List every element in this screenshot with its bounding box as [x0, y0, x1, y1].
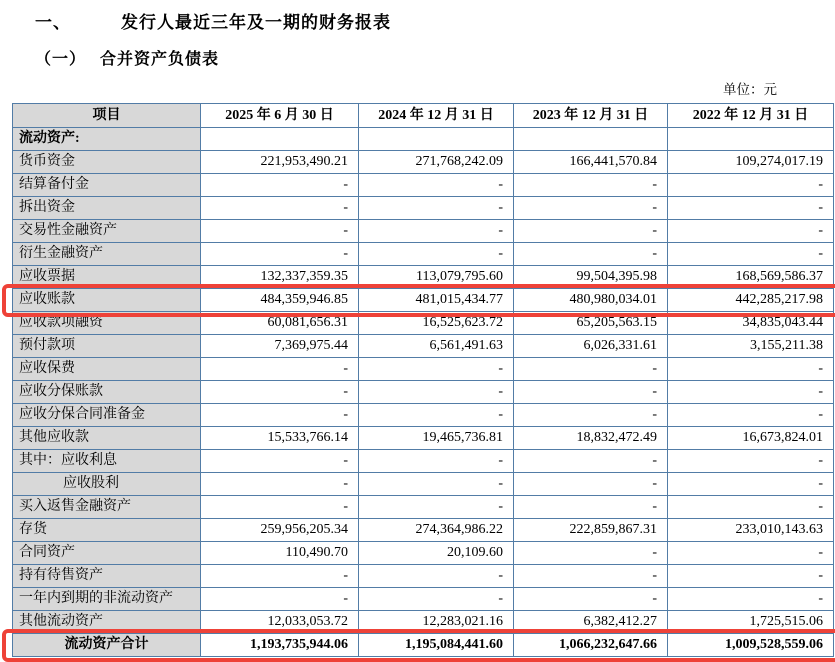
section-heading-text: 发行人最近三年及一期的财务报表	[121, 13, 391, 32]
cell-value: 1,725,515.06	[668, 611, 834, 634]
section-heading	[35, 8, 391, 33]
cell-value: -	[668, 174, 834, 197]
cell-value	[201, 128, 359, 151]
cell-value: 233,010,143.63	[668, 519, 834, 542]
cell-value: -	[359, 220, 514, 243]
cell-value: -	[201, 220, 359, 243]
cell-value: 6,561,491.63	[359, 335, 514, 358]
cell-value: -	[359, 381, 514, 404]
cell-value: 442,285,217.98	[668, 289, 834, 312]
table-row	[13, 220, 834, 243]
cell-value: -	[514, 243, 668, 266]
cell-value: 99,504,395.98	[514, 266, 668, 289]
column-header-item: 项目	[13, 104, 201, 128]
subsection-heading-text: 合并资产负债表	[100, 51, 220, 68]
table-row	[13, 381, 834, 404]
cell-value: 20,109.60	[359, 542, 514, 565]
row-label: 存货	[13, 519, 201, 542]
cell-value: -	[514, 542, 668, 565]
row-label: 结算备付金	[13, 174, 201, 197]
table-row	[13, 519, 834, 542]
row-label: 持有待售资产	[13, 565, 201, 588]
cell-value: 12,283,021.16	[359, 611, 514, 634]
cell-value: -	[359, 197, 514, 220]
cell-value: -	[668, 358, 834, 381]
section-heading-number: 一、	[35, 13, 71, 32]
row-label: 交易性金融资产	[13, 220, 201, 243]
unit-label: 单位：元	[723, 82, 777, 97]
table-row	[13, 312, 834, 335]
cell-value: 271,768,242.09	[359, 151, 514, 174]
table-row	[13, 174, 834, 197]
cell-value: 113,079,795.60	[359, 266, 514, 289]
row-label: 预付款项	[13, 335, 201, 358]
cell-value: -	[514, 565, 668, 588]
row-label: 流动资产合计	[13, 634, 201, 657]
cell-value: 15,533,766.14	[201, 427, 359, 450]
cell-value: 484,359,946.85	[201, 289, 359, 312]
cell-value: 166,441,570.84	[514, 151, 668, 174]
cell-value: 1,066,232,647.66	[514, 634, 668, 657]
cell-value: 1,009,528,559.06	[668, 634, 834, 657]
cell-value	[668, 128, 834, 151]
row-label: 一年内到期的非流动资产	[13, 588, 201, 611]
table-row	[13, 542, 834, 565]
cell-value: -	[668, 381, 834, 404]
cell-value: 1,193,735,944.06	[201, 634, 359, 657]
row-label: 衍生金融资产	[13, 243, 201, 266]
cell-value: 65,205,563.15	[514, 312, 668, 335]
cell-value: -	[359, 404, 514, 427]
table-row	[13, 404, 834, 427]
cell-value: 16,673,824.01	[668, 427, 834, 450]
row-label: 应收分保合同准备金	[13, 404, 201, 427]
cell-value: -	[201, 473, 359, 496]
cell-value: -	[359, 243, 514, 266]
row-label: 应收保费	[13, 358, 201, 381]
cell-value: -	[201, 243, 359, 266]
cell-value: 12,033,053.72	[201, 611, 359, 634]
row-label: 买入返售金融资产	[13, 496, 201, 519]
cell-value: 274,364,986.22	[359, 519, 514, 542]
subsection-heading-number: （一）	[35, 51, 87, 68]
balance-sheet-table	[12, 103, 834, 657]
cell-value: 259,956,205.34	[201, 519, 359, 542]
table-row	[13, 450, 834, 473]
table-row	[13, 496, 834, 519]
cell-value: -	[514, 588, 668, 611]
cell-value: -	[201, 496, 359, 519]
cell-value: 480,980,034.01	[514, 289, 668, 312]
row-label: 应收款项融资	[13, 312, 201, 335]
cell-value: 34,835,043.44	[668, 312, 834, 335]
cell-value: -	[201, 404, 359, 427]
cell-value: -	[359, 450, 514, 473]
cell-value: -	[514, 220, 668, 243]
cell-value: -	[201, 358, 359, 381]
row-label: 拆出资金	[13, 197, 201, 220]
table-row	[13, 588, 834, 611]
cell-value: -	[201, 450, 359, 473]
column-header-2023: 2023 年 12 月 31 日	[514, 104, 668, 128]
cell-value	[514, 128, 668, 151]
cell-value: -	[668, 565, 834, 588]
cell-value: -	[668, 220, 834, 243]
cell-value: -	[359, 588, 514, 611]
column-header-2025: 2025 年 6 月 30 日	[201, 104, 359, 128]
cell-value: -	[514, 174, 668, 197]
table-row	[13, 358, 834, 381]
cell-value: -	[514, 496, 668, 519]
table-row	[13, 634, 834, 657]
cell-value: -	[201, 381, 359, 404]
cell-value: 18,832,472.49	[514, 427, 668, 450]
cell-value: -	[668, 473, 834, 496]
cell-value: 3,155,211.38	[668, 335, 834, 358]
cell-value: 109,274,017.19	[668, 151, 834, 174]
cell-value: 6,026,331.61	[514, 335, 668, 358]
cell-value: -	[668, 588, 834, 611]
column-header-2024: 2024 年 12 月 31 日	[359, 104, 514, 128]
table-row	[13, 473, 834, 496]
table-row	[13, 427, 834, 450]
table-body	[13, 128, 834, 657]
row-label: 其他流动资产	[13, 611, 201, 634]
cell-value: -	[201, 174, 359, 197]
cell-value: -	[514, 358, 668, 381]
cell-value: 1,195,084,441.60	[359, 634, 514, 657]
table-row	[13, 243, 834, 266]
cell-value: 19,465,736.81	[359, 427, 514, 450]
cell-value: 481,015,434.77	[359, 289, 514, 312]
table-row	[13, 151, 834, 174]
cell-value: -	[359, 496, 514, 519]
table-row	[13, 611, 834, 634]
column-header-2022: 2022 年 12 月 31 日	[668, 104, 834, 128]
row-label: 应收票据	[13, 266, 201, 289]
cell-value: -	[359, 565, 514, 588]
cell-value	[359, 128, 514, 151]
cell-value: 222,859,867.31	[514, 519, 668, 542]
cell-value: 110,490.70	[201, 542, 359, 565]
cell-value: 7,369,975.44	[201, 335, 359, 358]
cell-value: -	[201, 197, 359, 220]
cell-value: 6,382,412.27	[514, 611, 668, 634]
cell-value: -	[359, 358, 514, 381]
row-label: 其中：应收利息	[13, 450, 201, 473]
table-row	[13, 128, 834, 151]
cell-value: -	[668, 243, 834, 266]
row-label: 流动资产:	[13, 128, 201, 151]
cell-value: -	[668, 404, 834, 427]
row-label: 应收账款	[13, 289, 201, 312]
cell-value: 168,569,586.37	[668, 266, 834, 289]
table-row	[13, 266, 834, 289]
cell-value: -	[514, 381, 668, 404]
cell-value: -	[514, 450, 668, 473]
table-header-row	[13, 104, 834, 128]
table-row	[13, 289, 834, 312]
table-row	[13, 565, 834, 588]
cell-value: 16,525,623.72	[359, 312, 514, 335]
row-label: 其他应收款	[13, 427, 201, 450]
cell-value: -	[668, 450, 834, 473]
cell-value: -	[201, 565, 359, 588]
cell-value: -	[359, 473, 514, 496]
cell-value: -	[514, 473, 668, 496]
cell-value: -	[359, 174, 514, 197]
balance-sheet-table-wrap	[12, 103, 833, 657]
cell-value: -	[668, 542, 834, 565]
cell-value: -	[201, 588, 359, 611]
row-label: 应收股利	[13, 473, 201, 496]
cell-value: -	[668, 197, 834, 220]
cell-value: 132,337,359.35	[201, 266, 359, 289]
subsection-heading	[35, 46, 219, 69]
row-label: 合同资产	[13, 542, 201, 565]
cell-value: 60,081,656.31	[201, 312, 359, 335]
cell-value: 221,953,490.21	[201, 151, 359, 174]
cell-value: -	[668, 496, 834, 519]
table-row	[13, 197, 834, 220]
cell-value: -	[514, 197, 668, 220]
table-row	[13, 335, 834, 358]
row-label: 应收分保账款	[13, 381, 201, 404]
row-label: 货币资金	[13, 151, 201, 174]
cell-value: -	[514, 404, 668, 427]
